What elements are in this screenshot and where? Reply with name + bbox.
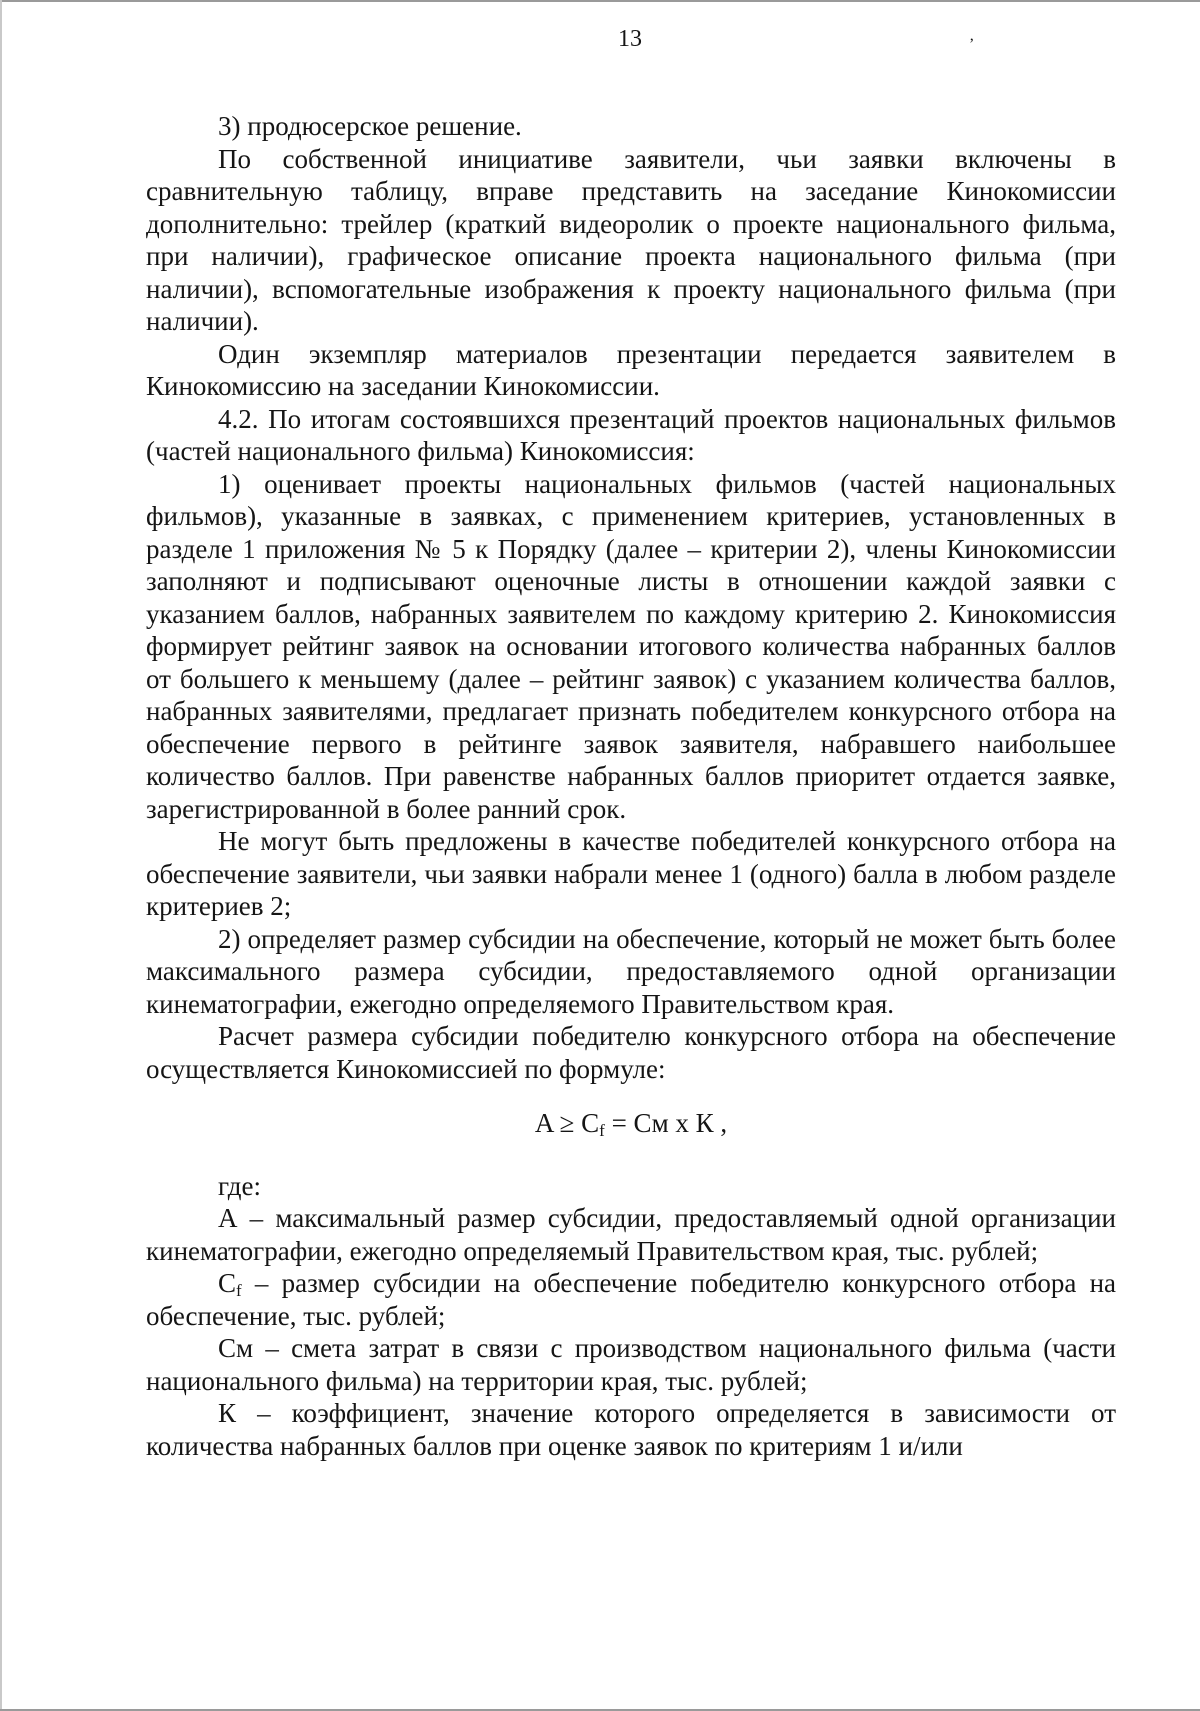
definition-cf [146,1267,1116,1332]
page-number: 13 [618,26,642,52]
formula-left: A ≥ C [534,1108,600,1138]
paragraph-producer-decision: 3) продюсерское решение. [218,111,522,141]
paragraph-additional-materials: По собственной инициативе заявители, чьи заявки включены в сравнительную таблицу, вправе представить на заседание Кинокомиссии дополнительно: трейлер (краткий видеоролик о проекте национального фильма, при наличии), графическое описание проекта национального фильма (при наличии), вспомогательные изображения к проекту национального фильма (при наличии). [146,143,1116,336]
definition-cf-symbol: C [218,1268,237,1298]
formula-right: = См х К , [604,1108,728,1138]
paragraph-calculation: Расчет размера субсидии победителю конкурсного отбора на обеспечение осуществляется Кинокомиссией по формуле: [146,1021,1116,1084]
paragraph-subsidy-size: 2) определяет размер субсидии на обеспечение, который не может быть более максимального размера субсидии, предоставляемого одной организации кинематографии, ежегодно определяемого Правительством края. [146,923,1116,1019]
definition-cm: См – смета затрат в связи с производством национального фильма (части национального фильма) на территории края, тыс. рублей; [146,1333,1116,1396]
definition-a: А – максимальный размер субсидии, предоставляемый одной организации кинематографии, ежегодно определяемый Правительством края, тыс. рублей; [146,1203,1116,1266]
scan-border-top [0,0,1200,2]
paragraph-clause-4-2: 4.2. По итогам состоявшихся презентаций проектов национальных фильмов (частей национального фильма) Кинокомиссия: [146,403,1116,466]
where-label: где: [218,1170,261,1201]
document-body [146,110,1116,1462]
paragraph-minimum-score: Не могут быть предложены в качестве победителей конкурсного отбора на обеспечение заявители, чьи заявки набрали менее 1 (одного) балла в любом разделе критериев 2; [146,826,1116,921]
definition-k: К – коэффициент, значение которого определяется в зависимости от количества набранных баллов при оценке заявок по критериям 1 и/или [146,1398,1116,1461]
definition-cf-text: – размер субсидии на обеспечение победителю конкурсного отбора на обеспечение, тыс. рублей; [146,1268,1116,1331]
scan-speck: ’ [969,36,975,53]
subsidy-formula [146,1107,1116,1140]
paragraph-evaluation: 1) оценивает проекты национальных фильмов (частей национальных фильмов), указанные в заявках, с применением критериев, установленных в разделе 1 приложения № 5 к Порядку (далее – критерии 2), члены Кинокомиссии заполняют и подписывают оценочные листы в отношении каждой заявки с указанием баллов, набранных заявителем по каждому критерию 2. Кинокомиссия формирует рейтинг заявок на основании итогового количества набранных баллов от большего к меньшему (далее – рейтинг заявок) с указанием количества баллов, набранных заявителями, предлагает признать победителем конкурсного отбора на обеспечение первого в рейтинге заявок заявителя, набравшего наибольшее количество баллов. При равенстве набранных баллов приоритет отдается заявке, зарегистрированной в более ранний срок. [146,468,1116,824]
definition-cf-subscript: f [236,1281,242,1300]
scan-border-left [0,0,2,1711]
formula-subscript: f [599,1121,605,1140]
paragraph-presentation-copy: Один экземпляр материалов презентации передается заявителем в Кинокомиссию на заседании Кинокомиссии. [146,338,1116,401]
